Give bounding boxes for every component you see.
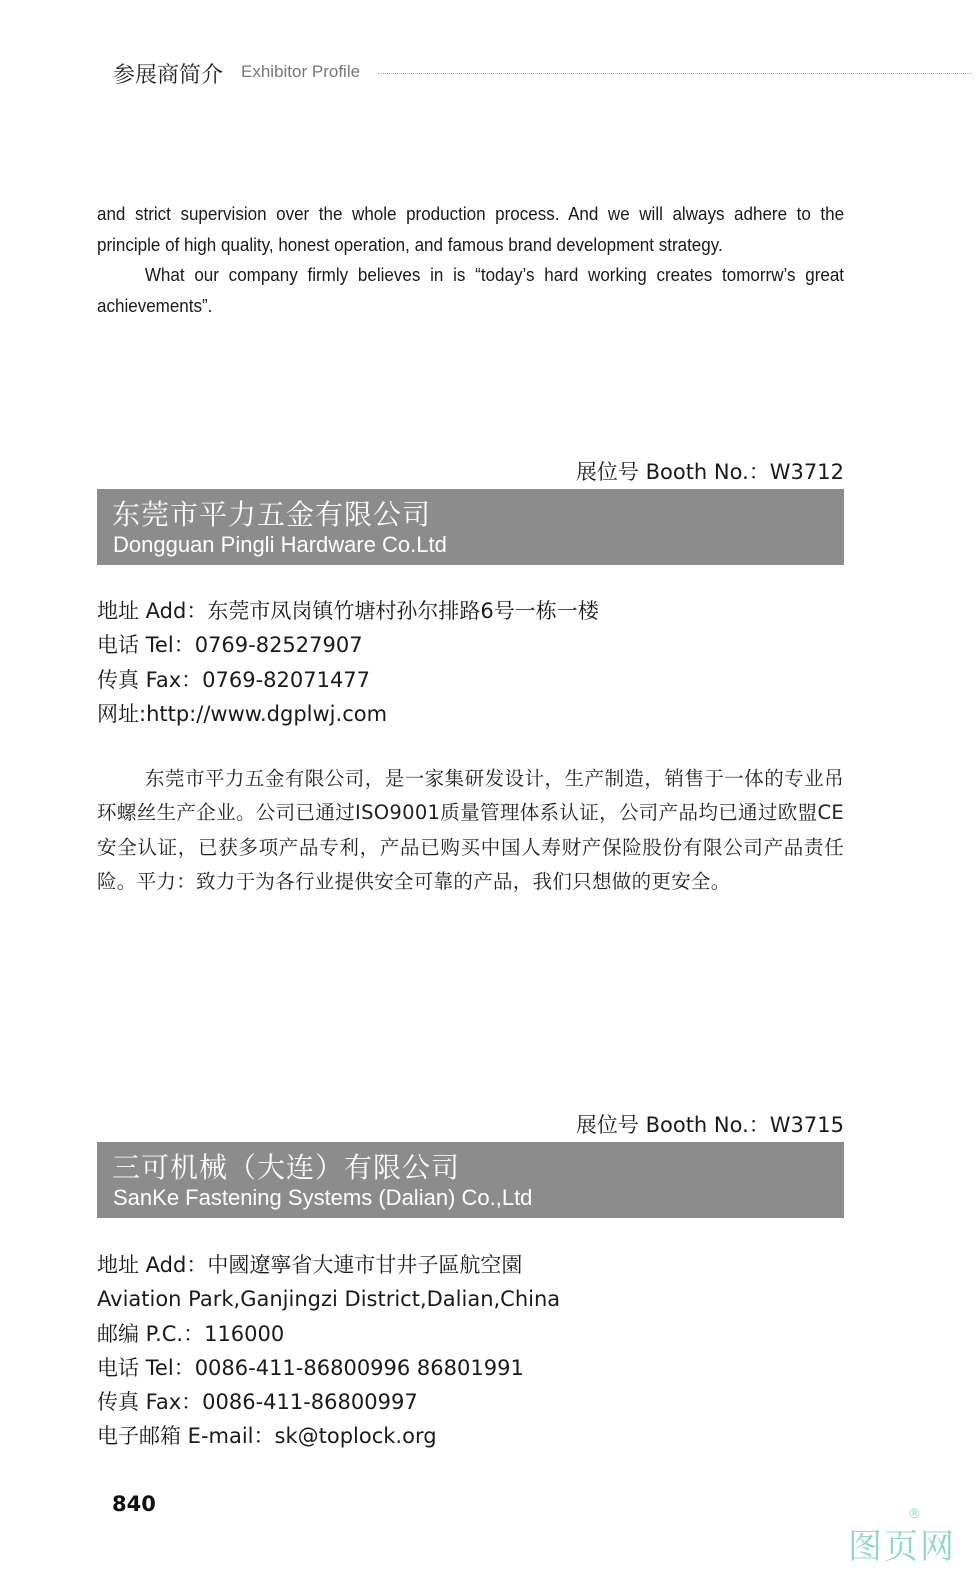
header-title-en: Exhibitor Profile [241, 62, 361, 81]
company-description [97, 762, 844, 900]
company-name-en: Dongguan Pingli Hardware Co.Ltd [113, 532, 447, 557]
tel-line: 电话 Tel：0769-82527907 [97, 633, 363, 658]
description-paragraph: 东莞市平力五金有限公司，是一家集研发设计，生产制造，销售于一体的专业吊环螺丝生产企业。公司已通过ISO9001质量管理体系认证，公司产品均已通过欧盟CE安全认证，已获多项产品专利，产品已购买中国人寿财产保险股份有限公司产品责任险。平力：致力于为各行业提供安全可靠的产品，我们只想做的更安全。 [97, 767, 844, 894]
page-number: 840 [112, 1492, 156, 1516]
company-banner [97, 489, 844, 565]
header-dotted-rule [378, 73, 972, 74]
address-line-en: Aviation Park,Ganjingzi District,Dalian,China [97, 1287, 561, 1312]
company-name-cn: 东莞市平力五金有限公司 [112, 498, 432, 531]
website-line[interactable]: 网址:http://www.dgplwj.com [97, 701, 388, 726]
company-name-en: SanKe Fastening Systems (Dalian) Co.,Ltd [113, 1185, 533, 1210]
company-name-cn: 三可机械（大连）有限公司 [112, 1151, 461, 1184]
address-line: 地址 Add：中國遼寧省大連市甘井子區航空園 [97, 1253, 523, 1277]
header-title-cn: 参展商简介 [113, 63, 224, 88]
contact-info [97, 594, 599, 731]
page-header [113, 58, 980, 88]
fax-line: 传真 Fax：0769-82071477 [97, 667, 371, 692]
postcode-line: 邮编 P.C.：116000 [97, 1321, 285, 1346]
email-line[interactable]: 电子邮箱 E-mail：sk@toplock.org [97, 1424, 437, 1449]
company-banner [97, 1142, 844, 1218]
intro-paragraph-1: and strict supervision over the whole production process. And we will always adhere to the principle of high quality, honest operation, and famous brand development strategy. [97, 203, 845, 255]
watermark-text: 图页网 [848, 1527, 956, 1567]
tel-line: 电话 Tel：0086-411-86800996 86801991 [97, 1355, 524, 1380]
registered-mark: ® [908, 1507, 921, 1522]
contact-info [97, 1248, 560, 1454]
address-line: 地址 Add：东莞市凤岗镇竹塘村孙尔排路6号一栋一楼 [97, 599, 599, 623]
booth-number: 展位号 Booth No.：W3712 [575, 460, 844, 484]
intro-text [97, 199, 844, 321]
fax-line: 传真 Fax：0086-411-86800997 [97, 1390, 418, 1415]
intro-paragraph-2: What our company firmly believes in is “today’s hard working creates tomorrw’s great achievements”. [97, 264, 845, 316]
watermark-logo [848, 1507, 958, 1567]
booth-number: 展位号 Booth No.：W3715 [575, 1113, 844, 1137]
